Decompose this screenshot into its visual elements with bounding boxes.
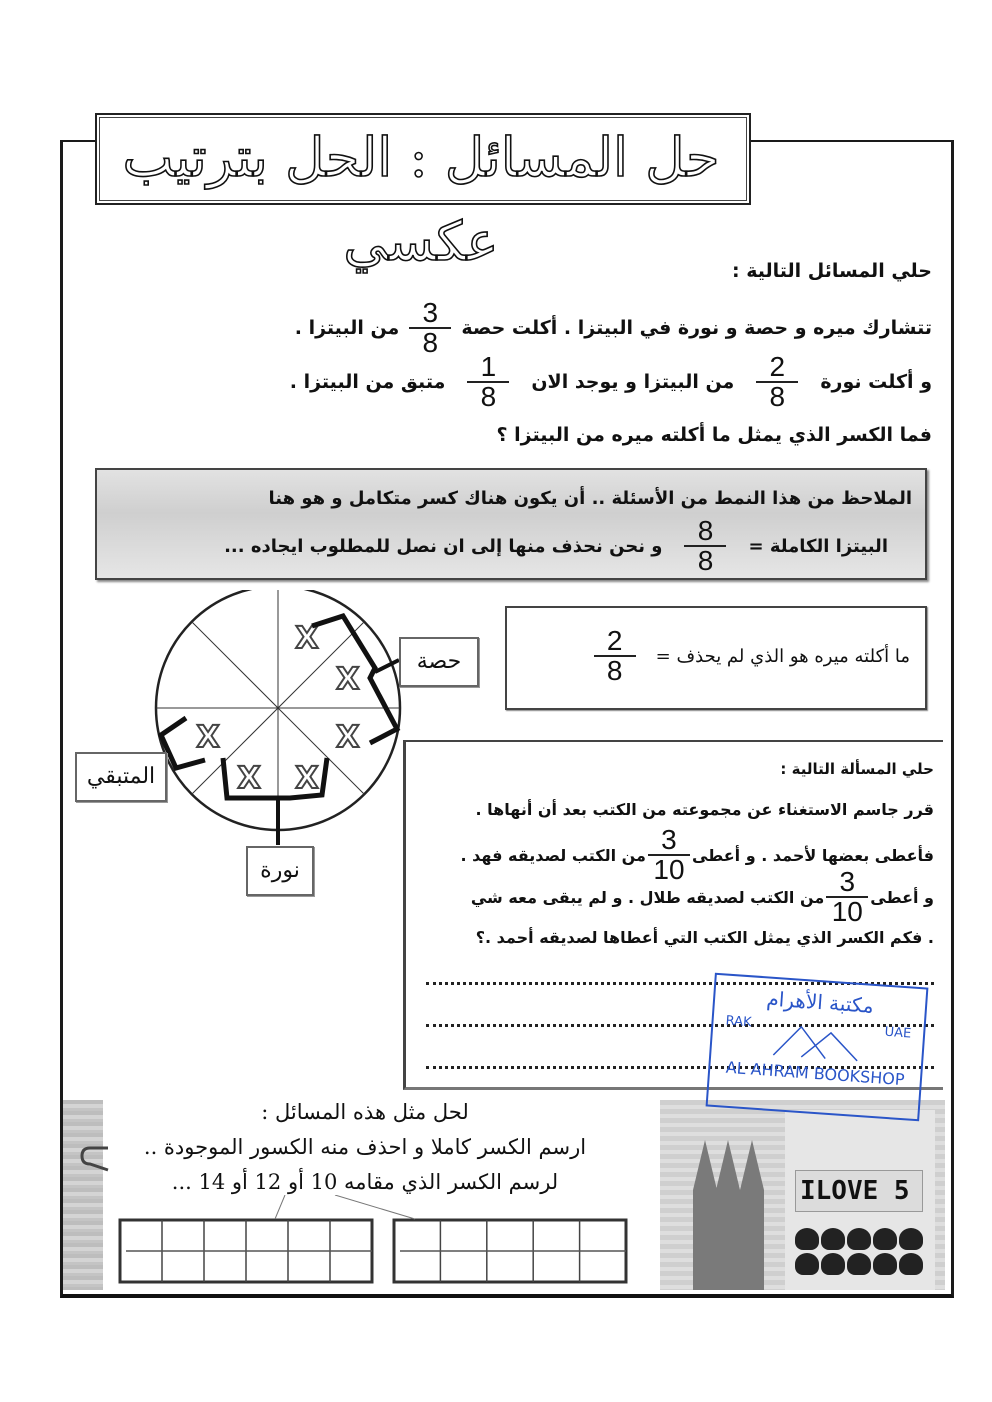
calculator-keys <box>795 1228 925 1275</box>
x-mark: X <box>237 760 261 796</box>
problem1-line1-text-b: من البيتزا . <box>294 317 400 339</box>
fraction-8-8 <box>684 515 726 576</box>
label-remaining: المتبقي <box>75 752 167 802</box>
label-hessa: حصة <box>399 637 479 687</box>
arrow-to-grid-10 <box>335 1195 415 1219</box>
tip-line2: ارسم الكسر كاملا و احذف منه الكسور الموجودة .. <box>143 1135 587 1159</box>
arrow-to-grid-12 <box>275 1195 285 1219</box>
numerator: 3 <box>839 866 856 897</box>
pyramids-icon <box>771 1017 864 1063</box>
stamp-arabic: مكتبة الأهرام <box>765 986 875 1018</box>
answer-text: ما أكلته ميره هو الذي لم يحذف = <box>655 645 910 667</box>
tip-line3: لرسم الكسر الذي مقامه 10 أو 12 أو 14 ... <box>171 1170 559 1194</box>
calculator-key <box>821 1228 845 1250</box>
stamp-right: UAE <box>884 1024 912 1042</box>
calculator-key <box>873 1228 897 1250</box>
denominator: 8 <box>606 655 623 686</box>
calculator-key <box>795 1228 819 1250</box>
problem1-line2 <box>289 351 932 412</box>
calculator-key <box>899 1253 923 1275</box>
problem1-line2-text-b: من البيتزا و يوجد الان <box>531 371 735 393</box>
x-mark: X <box>336 662 360 698</box>
problem2-line3 <box>470 866 934 927</box>
page-title: حل المسائل : الحل بترتيب عكسي <box>122 126 720 273</box>
problem1-question: فما الكسر الذي يمثل ما أكلته ميره من البيتزا ؟ <box>496 424 932 446</box>
numerator: 3 <box>661 824 677 855</box>
problem2-heading: حلي المسألة التالية : <box>780 760 934 778</box>
grids-group <box>120 1195 626 1282</box>
note-line2 <box>224 516 888 576</box>
denominator: 8 <box>480 381 497 412</box>
note-line2-text-a: البيتزا الكاملة = <box>748 535 888 557</box>
x-mark: X <box>295 760 319 796</box>
problem2-line3-text-b: من الكتب لصديقه طلال . و لم يبقى معه شي <box>470 887 825 907</box>
calculator-key <box>795 1253 819 1275</box>
problem1-line1 <box>294 297 932 358</box>
fraction-2-8-answer <box>594 625 636 686</box>
stamp-left: RAK <box>725 1013 752 1031</box>
calculator-key <box>821 1253 845 1275</box>
problem1-heading: حلي المسائل التالية : <box>731 260 932 282</box>
x-mark: X <box>336 719 360 755</box>
problem2-question: . فكم الكسر الذي يمثل الكتب التي أعطاها لصديقه أحمد .؟ <box>475 928 934 947</box>
problem1-line1-text-a: تتشارك ميره و حصة و نورة في البيتزا . أكلت حصة <box>461 317 932 339</box>
label-noura: نورة <box>246 846 314 896</box>
calculator-key <box>899 1228 923 1250</box>
x-mark: X <box>295 621 319 657</box>
calculator-key <box>847 1253 871 1275</box>
problem2-line2-text-a: فأعطى بعضها لأحمد . و أعطى <box>691 845 934 865</box>
denominator: 8 <box>769 381 786 412</box>
problem1-line2-text-a: و أكلت نورة <box>820 371 932 393</box>
problem2-line3-text-a: و أعطى <box>870 887 934 907</box>
pizza-circle-group <box>156 590 400 845</box>
note-line2-text-b: و نحن نحذف منها إلى ان نصل للمطلوب ايجاده ... <box>224 535 663 557</box>
fraction-grids <box>110 1195 640 1287</box>
bookshop-stamp <box>706 973 929 1122</box>
numerator: 1 <box>480 351 497 382</box>
denominator: 10 <box>831 896 863 927</box>
fraction-1-8 <box>467 351 509 412</box>
fraction-3-10-b <box>826 866 868 927</box>
numerator: 2 <box>769 351 786 382</box>
note-line1: الملاحظ من هذا النمط من الأسئلة .. أن يكون هناك كسر متكامل و هو هنا <box>268 488 912 509</box>
denominator: 10 <box>653 854 685 885</box>
problem1-line2-text-c: متبق من البيتزا . <box>289 371 446 393</box>
calculator-key <box>847 1228 871 1250</box>
numerator: 3 <box>422 297 439 328</box>
fraction-3-8 <box>409 297 451 358</box>
calculator-key <box>873 1253 897 1275</box>
x-mark: X <box>196 719 220 755</box>
problem2-line1: قرر جاسم الاستغناء عن مجموعته من الكتب بعد أن أنهاها . <box>475 800 934 819</box>
denominator: 8 <box>697 545 714 576</box>
calculator-display: ILOVE 5 <box>795 1170 923 1212</box>
answer-line <box>574 626 910 686</box>
stamp-english: AL AHRAM BOOKSHOP <box>725 1057 906 1090</box>
numerator: 8 <box>697 515 714 546</box>
fraction-2-8 <box>756 351 798 412</box>
tip-line1: لحل مثل هذه المسائل : <box>261 1100 469 1124</box>
pencils-calculator-photo <box>660 1100 945 1290</box>
numerator: 2 <box>606 625 623 656</box>
denominator: 8 <box>422 327 439 358</box>
decorative-strip <box>63 1100 103 1290</box>
problem2-line2-text-b: من الكتب لصديقه فهد . <box>460 845 646 865</box>
